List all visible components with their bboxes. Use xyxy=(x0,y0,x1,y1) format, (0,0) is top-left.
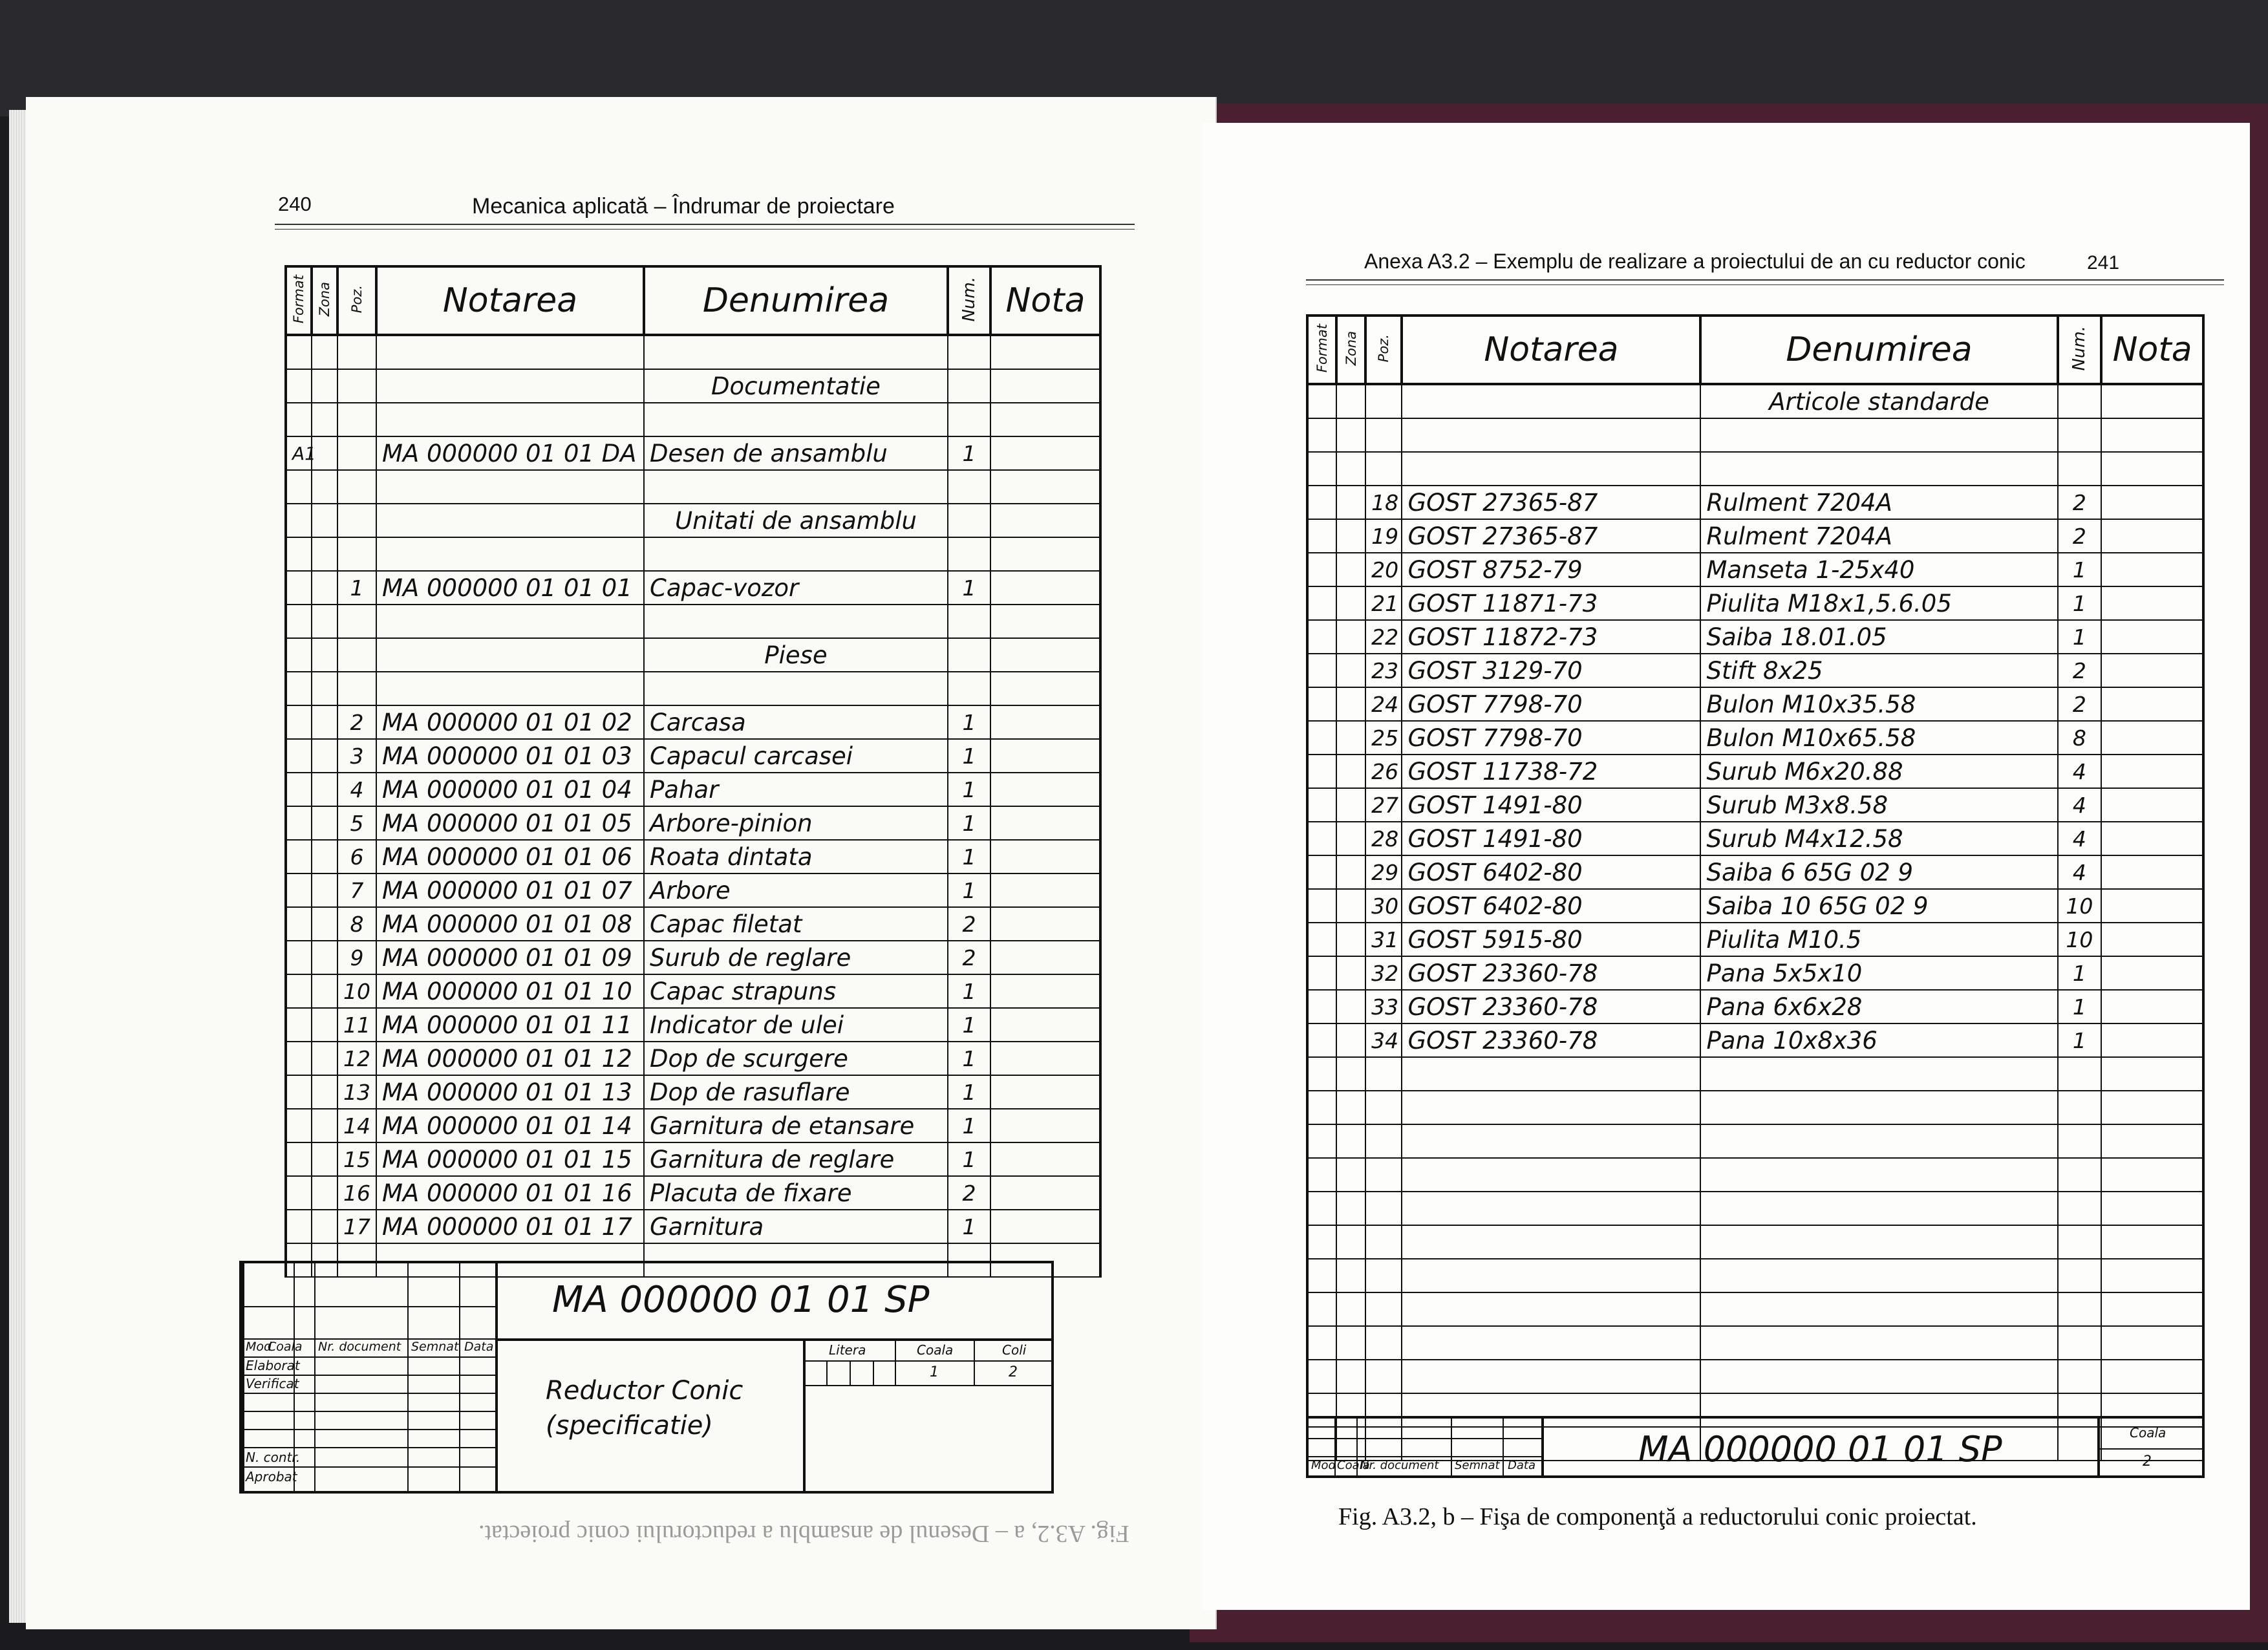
table-row xyxy=(286,504,1100,537)
table-row: 29 GOST 6402-80 Saiba 6 65G 02 9 4 xyxy=(1307,855,2203,889)
left-page xyxy=(26,97,1217,1629)
table-row: 8 MA 000000 01 01 08 Capac filetat 2 xyxy=(286,907,1100,941)
table-row xyxy=(1307,1158,2203,1192)
table-row: 14 MA 000000 01 01 14 Garnitura de etansare 1 xyxy=(286,1109,1100,1142)
table-row: 16 MA 000000 01 01 16 Placuta de fixare 2 xyxy=(286,1176,1100,1210)
header-poz: Poz. xyxy=(1376,334,1392,363)
table-row xyxy=(1307,1225,2203,1259)
table-row xyxy=(1307,1091,2203,1124)
table-row: 33 GOST 23360-78 Pana 6x6x28 1 xyxy=(1307,990,2203,1023)
header-num: Num. xyxy=(2070,326,2090,371)
table-row: 6 MA 000000 01 01 06 Roata dintata 1 xyxy=(286,840,1100,873)
table-row: 23 GOST 3129-70 Stift 8x25 2 xyxy=(1307,654,2203,687)
table-row: 21 GOST 11871-73 Piulita M18x1,5.6.05 1 xyxy=(1307,586,2203,620)
table-row: 34 GOST 23360-78 Pana 10x8x36 1 xyxy=(1307,1023,2203,1057)
table-row: 20 GOST 8752-79 Manseta 1-25x40 1 xyxy=(1307,553,2203,586)
table-header xyxy=(286,266,1100,335)
table-row: 15 MA 000000 01 01 15 Garnitura de reglare 1 xyxy=(286,1142,1100,1176)
table-row: 31 GOST 5915-80 Piulita M10.5 10 xyxy=(1307,923,2203,956)
table-row: 30 GOST 6402-80 Saiba 10 65G 02 9 10 xyxy=(1307,889,2203,923)
table-row xyxy=(286,403,1100,436)
table-row: 13 MA 000000 01 01 13 Dop de rasuflare 1 xyxy=(286,1075,1100,1109)
table-row: 1 MA 000000 01 01 01 Capac-vozor 1 xyxy=(286,571,1100,605)
table-row xyxy=(1307,1360,2203,1393)
header-rule xyxy=(1306,279,2224,281)
table-row: 11 MA 000000 01 01 11 Indicator de ulei 1 xyxy=(286,1008,1100,1042)
header-denumirea: Denumirea xyxy=(644,266,948,335)
table-row xyxy=(1307,1259,2203,1292)
table-row: 4 MA 000000 01 01 04 Pahar 1 xyxy=(286,773,1100,806)
figure-caption: Fig. A3.2, b – Fişa de componenţă a reductorului conic proiectat. xyxy=(1338,1503,1977,1530)
table-row xyxy=(1307,1326,2203,1360)
table-row xyxy=(1307,1192,2203,1225)
table-row xyxy=(1307,1124,2203,1158)
header-denumirea: Denumirea xyxy=(1700,316,2057,384)
table-row: 24 GOST 7798-70 Bulon M10x35.58 2 xyxy=(1307,687,2203,721)
bleed-through-caption: Fig. A3.2, a – Desenul de ansamblu a reductorului conic proiectat. xyxy=(478,1520,1129,1547)
header-nota: Nota xyxy=(990,266,1100,335)
table-header xyxy=(1307,316,2203,384)
document-name: Reductor Conic xyxy=(546,1376,744,1406)
table-row: 10 MA 000000 01 01 10 Capac strapuns 1 xyxy=(286,974,1100,1008)
table-row xyxy=(286,470,1100,504)
table-row xyxy=(1307,1292,2203,1326)
page-number: 241 xyxy=(2087,252,2120,273)
section-heading: Unitati de ansamblu xyxy=(644,504,948,537)
document-subname: (specificatie) xyxy=(546,1411,713,1441)
header-nota: Nota xyxy=(2101,316,2203,384)
table-row: 25 GOST 7798-70 Bulon M10x65.58 8 xyxy=(1307,721,2203,755)
table-row: A1 MA 000000 01 01 DA Desen de ansamblu 1 xyxy=(286,436,1100,470)
header-notarea: Notarea xyxy=(376,266,644,335)
section-heading: Piese xyxy=(644,638,948,672)
header-num: Num. xyxy=(959,277,979,322)
document-designation: MA 000000 01 01 SP xyxy=(552,1279,930,1321)
header-rule-thin xyxy=(275,229,1135,230)
right-page xyxy=(1203,123,2250,1610)
table-row: 19 GOST 27365-87 Rulment 7204A 2 xyxy=(1307,519,2203,553)
page-number: 240 xyxy=(278,193,312,215)
table-row xyxy=(286,335,1100,369)
document-designation: MA 000000 01 01 SP xyxy=(1638,1429,2002,1470)
specification-table xyxy=(1306,314,2205,1461)
header-zona: Zona xyxy=(1343,331,1359,366)
table-row: 2 MA 000000 01 01 02 Carcasa 1 xyxy=(286,705,1100,739)
header-rule-thin xyxy=(1306,284,2224,285)
table-row xyxy=(1307,418,2203,452)
table-row xyxy=(286,369,1100,403)
table-row: 26 GOST 11738-72 Surub M6x20.88 4 xyxy=(1307,755,2203,788)
specification-table xyxy=(284,265,1102,1278)
section-heading: Documentatie xyxy=(644,369,948,403)
section-heading: Articole standarde xyxy=(1700,384,2057,418)
title-block: Mod Coala Nr. document Semnat Data Elaborat Verificat N. contr. Aprobat MA 000000 01 01 SP Reductor Conic (specificatie) Litera Coala Coli 1 2 xyxy=(239,1261,1054,1494)
table-row: 5 MA 000000 01 01 05 Arbore-pinion 1 xyxy=(286,806,1100,840)
table-row: 18 GOST 27365-87 Rulment 7204A 2 xyxy=(1307,486,2203,519)
header-poz: Poz. xyxy=(349,285,365,314)
table-row xyxy=(286,672,1100,705)
table-row: 7 MA 000000 01 01 07 Arbore 1 xyxy=(286,873,1100,907)
table-row: 22 GOST 11872-73 Saiba 18.01.05 1 xyxy=(1307,620,2203,654)
running-title: Anexa A3.2 – Exemplu de realizare a proiectului de an cu reductor conic xyxy=(1364,250,2026,273)
table-row xyxy=(1307,1057,2203,1091)
table-row xyxy=(286,537,1100,571)
table-row: 32 GOST 23360-78 Pana 5x5x10 1 xyxy=(1307,956,2203,990)
header-format: Format xyxy=(291,275,306,324)
header-rule xyxy=(275,224,1135,225)
running-title: Mecanica aplicată – Îndrumar de proiectare xyxy=(472,194,895,219)
table-row: 17 MA 000000 01 01 17 Garnitura 1 xyxy=(286,1210,1100,1243)
title-block: Mod Coala Nr. document Semnat Data MA 000000 01 01 SP Coala 2 xyxy=(1306,1416,2205,1478)
table-row: 12 MA 000000 01 01 12 Dop de scurgere 1 xyxy=(286,1042,1100,1075)
table-row: 27 GOST 1491-80 Surub M3x8.58 4 xyxy=(1307,788,2203,822)
table-row: 3 MA 000000 01 01 03 Capacul carcasei 1 xyxy=(286,739,1100,773)
table-row xyxy=(1307,452,2203,486)
table-row: 28 GOST 1491-80 Surub M4x12.58 4 xyxy=(1307,822,2203,855)
table-row xyxy=(286,605,1100,638)
table-row: 9 MA 000000 01 01 09 Surub de reglare 2 xyxy=(286,941,1100,974)
header-format: Format xyxy=(1314,324,1330,373)
table-row xyxy=(286,638,1100,672)
table-row xyxy=(1307,384,2203,418)
header-notarea: Notarea xyxy=(1402,316,1700,384)
header-zona: Zona xyxy=(317,282,332,317)
